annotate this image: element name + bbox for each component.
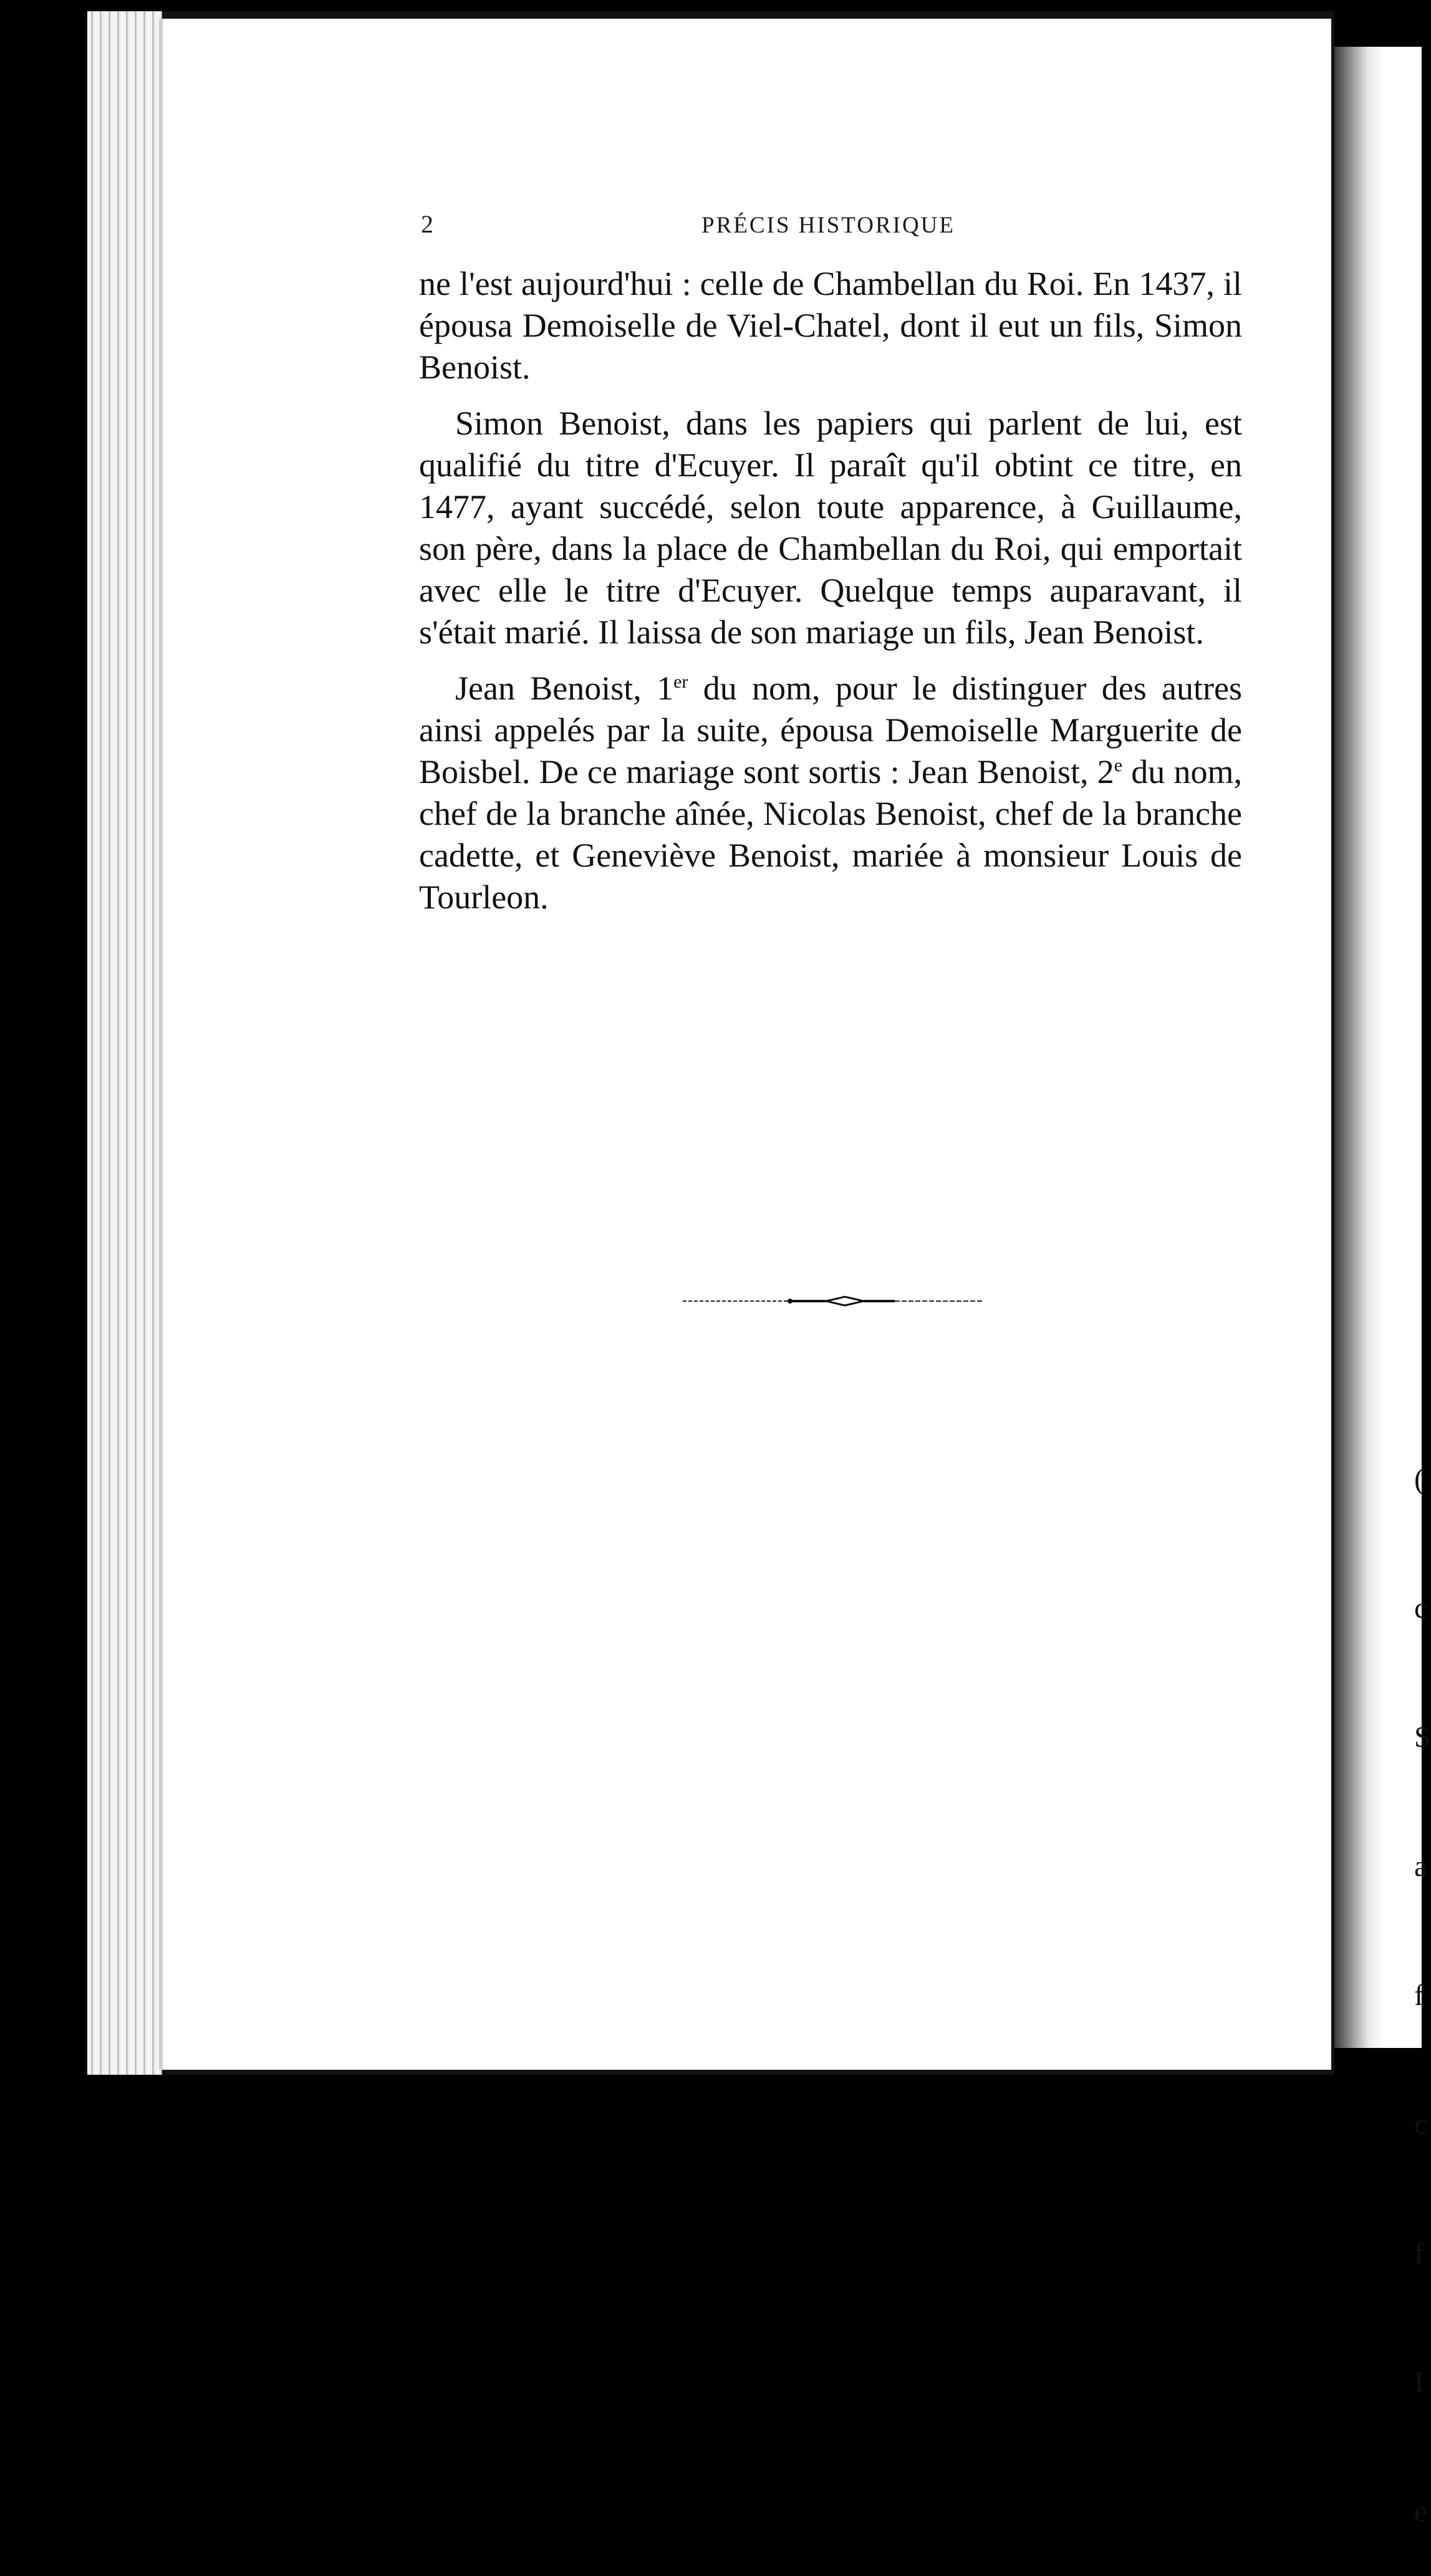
- running-head: PRÉCIS HISTORIQUE: [701, 213, 955, 238]
- next-page-fragment: a: [1414, 1850, 1428, 1883]
- next-page-fragment: c: [1414, 1592, 1428, 1625]
- paragraph-text: du nom, pour le distinguer des autres ainsi appelés par la suite, épousa Demoiselle Marguerite de Boisbel. De ce mariage sont sortis : Jean Benoist, 2: [419, 670, 1242, 791]
- paragraph: ne l'est aujourd'hui : celle de Chambellan du Roi. En 1437, il épousa Demoiselle de Viel-Chatel, dont il eut un fils, Simon Benoist.: [419, 265, 1242, 386]
- paragraph-text: Jean Benoist, 1: [455, 670, 674, 707]
- ordinal-superscript: e: [1114, 755, 1123, 776]
- next-page-fragment: e: [1414, 2495, 1428, 2528]
- next-page-fragment: (: [1414, 1463, 1424, 1496]
- next-page-text-fragments: [1414, 1372, 1431, 2576]
- next-page-fragment: S: [1414, 1721, 1431, 1754]
- next-page-fragment: f: [1414, 1979, 1424, 2012]
- page-edges: [87, 11, 162, 2075]
- next-page-fragment: c: [1414, 2108, 1428, 2141]
- paragraph-text: du nom, chef de la branche aînée, Nicolas Benoist, chef de la branche cadette, et Geneviève Benoist, mariée à monsieur Louis de Tourleon.: [419, 753, 1242, 916]
- next-page-fragment: f: [1414, 2237, 1424, 2270]
- page-number: 2: [421, 210, 433, 238]
- section-end-ornament: [683, 1292, 982, 1310]
- paragraph: [419, 668, 1242, 918]
- next-page-fragment: I: [1414, 2366, 1424, 2399]
- page-header: [421, 209, 1238, 247]
- next-page-edge: [1334, 47, 1422, 2048]
- ordinal-superscript: er: [673, 671, 688, 692]
- body-text: [419, 263, 1242, 933]
- paragraph: Simon Benoist, dans les papiers qui parlent de lui, est qualifié du titre d'Ecuyer. Il paraît qu'il obtint ce titre, en 1477, ayant succédé, selon toute apparence, à Guillaume, son père, dans la place de Chambellan du Roi, qui emportait avec elle le titre d'Ecuyer. Quelque temps auparavant, il s'était marié. Il laissa de son mariage un fils, Jean Benoist.: [419, 405, 1242, 651]
